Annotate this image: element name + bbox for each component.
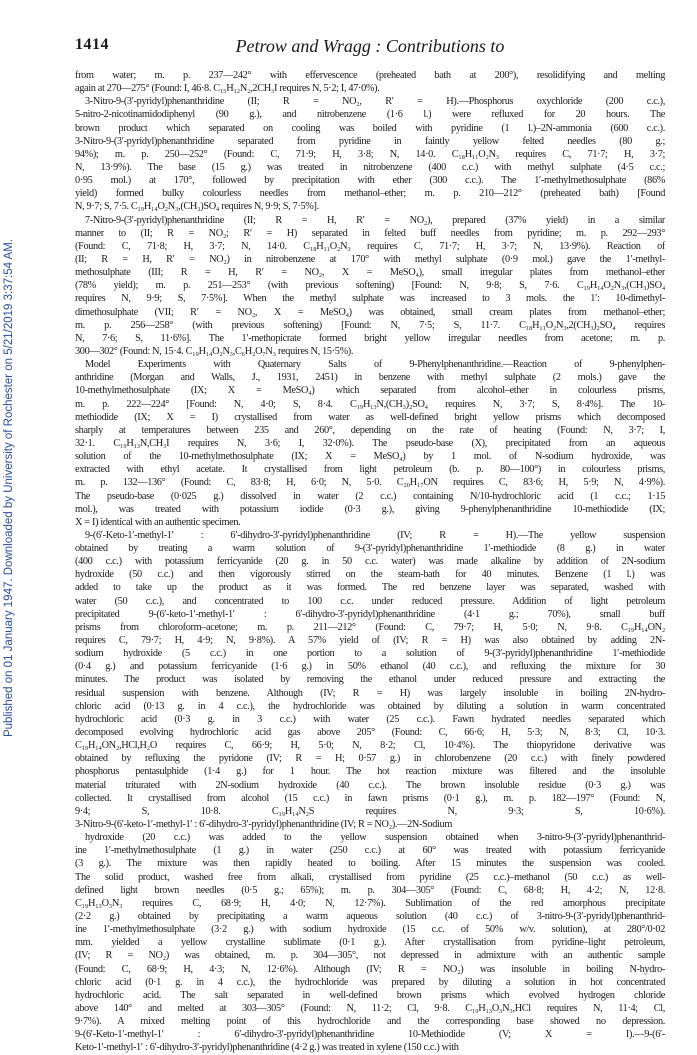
page-header [75,36,665,60]
text-line: 3-Nitro-9-(3′-pyridyl)phenanthridine (II; R = NO₂, R′ = H).—Phosphorus oxychloride (200 c.c.), [85,96,665,108]
text-line: 32·1. C₁₉H₁₃N,CH₃I requires N, 3·6; I, 32·0%). The pseudo-base (X), precipitated from an aqueous [75,437,665,449]
text-line: (400 c.c.) with potassium ferricyanide (20 g. in 50 c.c. water) was made alkaline by addition of 2N-sodium [75,556,665,568]
text-line: 3-Nitro-9-(3′-pyridyl)phenanthridine separated from pyridine in faintly yellow felted needles (80 g.; [75,135,665,147]
page-number: 1414 [75,36,109,53]
text-line: mm. yielded a yellow crystalline sublimate (0·1 g.). After crystallisation from pyridine–light petroleum, [75,937,665,949]
download-watermark [0,118,18,858]
text-line: 7-Nitro-9-(3′-pyridyl)phenanthridine (II; R = H, R′ = NO₂), prepared (37% yield) in a similar [85,214,665,226]
text-line: chloric acid (0·1 g. in 4 c.c.), the hydrochloride was prepared by diluting a solution in hot concentrated [75,976,665,988]
text-line: N, 7·6; S, 11·6%]. The 1′-methopicrate formed bright yellow irregular needles from acetone; m. p. [75,332,665,344]
text-line: (Found: C, 71·8; H, 3·7; N, 14·0. C₁₈H₁₁O₂N₃ requires C, 71·7; H, 3·7; N, 13·9%). Reaction of [75,240,665,252]
text-line: added to take up the product as it was formed. The red benzene layer was separated, washed with [75,582,665,594]
text-line: m. p. 256—258° (with previous softening) [Found: N, 7·5; S, 11·7. C₁₈H₁₁O₂N₃,2(CH₃)₂SO₄ requires [75,319,665,331]
text-line: chloric acid (0·13 g. in 4 c.c.), the hydrochloride was obtained by diluting a solution in warm concentrated [75,700,665,712]
text-line: N, 9·7; S, 7·5. C₁₉H₁₄O₂N₃,(CH₃)SO₄ requires N, 9·9; S, 7·5%]. [75,201,319,213]
text-line: decomposed evolving hydrochloric acid gas above 205° (Found: C, 66·6; H, 5·3; N, 8·3; Cl, 10·3. [75,727,665,739]
text-line: hydroxide (20 c.c.) was added to the yellow suspension obtained when 3-nitro-9-(3′-pyridyl)phenanthrid- [85,832,665,844]
text-line: m. p. 132—136° (Found: C, 83·8; H, 6·0; N, 5·0. C₂₀H₁₇ON requires C, 83·6; H, 5·9; N, 4·9%). [75,477,665,489]
text-line: The pseudo-base (0·025 g.) dissolved in water (2 c.c.) containing N/10-hydrochloric acid (1 c.c.; 1·15 [75,490,665,502]
text-line: 9-(6′-Keto-1′-methyl-1′ : 6′-dihydro-3′-pyridyl)phenanthridine (IV; R = H).—The yellow suspension [85,529,665,541]
text-line: yield) formed bulky colourless needles from methanol–ether; m. p. 210—212° (preheated bath) [Found [75,188,665,200]
text-line: 300—302° (Found: N, 15·4. C₁₉H₁₄O₂N₃,C₆H₂O₇N₃ requires N, 15·5%). [75,345,354,357]
text-line: extracted with ethyl acetate. It crystallised from light petroleum (b. p. 80—100°) in colourless prisms, [75,464,665,476]
text-line: 0·95 mol.) at 170°, followed by precipitation with ether (300 c.c.). The 1′-methylmethosulphate (86% [75,175,665,187]
text-line: ine 1′-methylmethosulphate (1 g.) in water (250 c.c.) at 60° was treated with potassium ferricyanide [75,845,665,857]
text-line: again at 270—275° (Found: I, 46·8. C₁₅H₁₂N₂,2CH₃I requires N, 5·2; I, 47·0%). [75,83,380,95]
text-line: C₁₉H₁₃O₃N₃ requires C, 68·9; H, 4·0; N, 12·7%). Sublimation of the red amorphous precipitate [75,897,665,909]
text-line: minutes. The product was isolated by removing the ethanol under reduced pressure and extracting the [75,674,665,686]
text-line: hydroxide (50 c.c.) and then vigorously stirred on the steam-bath for 40 minutes. Benzene (1 l.) was [75,569,665,581]
text-line: The solid product, washed free from alkali, crystallised from pyridine (25 c.c.)–methanol (50 c.c.) as well- [75,871,665,883]
text-line: phosphorus pentasulphide (1·4 g.) for 1 hour. The hot reaction mixture was filtered and the insoluble [75,766,665,778]
text-line: mol.), was treated with potassium iodide (0·3 g.), giving 9-phenylphenanthridine 10-methiodide (IX; [75,503,665,515]
text-line: sharply at temperatures between 235 and 260°, depending on the rate of heating (Found: N, 3·7; I, [75,424,665,436]
text-line: sodium hydroxide (5 c.c.) in one portion to a solution of 9-(3′-pyridyl)phenanthridine 1′-methiodide [75,648,665,660]
text-line: manner to (II; R = NO₂; R′ = H) separated in felted buff needles from pyridine; m. p. 292—293° [75,227,665,239]
text-line: hydrochloric acid (0·3 g. in 3 c.c.) with water (25 c.c.). Fawn hydrated needles separated which [75,713,665,725]
text-line: 9·7%). A mixed melting point of this hydrochloride and the corresponding base showed no depression. [75,1016,665,1028]
text-line: obtained by treating a warm solution of 9-(3′-pyridyl)phenanthridine 1′-methiodide (8 g.) in water [75,543,665,555]
text-line: water (50 c.c.), and concentrated to 100 c.c. under reduced pressure. Addition of light petroleum [75,595,665,607]
text-line: anthridine (Morgan and Walls, J., 1931, 2451) in benzene with methyl sulphate (2 mols.) gave the [75,372,665,384]
text-line: N, 13·9%). The base (15 g.) was treated in nitrobenzene (400 c.c.) with methyl sulphate (4·5 c.c.; [75,161,665,173]
text-line: solution of the 10-methylmethosulphate (IX; X = MeSO₄) by 1 mol. of N-sodium hydroxide, was [75,451,665,463]
text-line: dimethosulphate (VII; R′ = NO₂, X = MeSO₄) was obtained, small cream plates from methanol–ether; [75,306,665,318]
text-line: C₁₉H₁₄ON₂,HCl,H₂O requires C, 66·9; H, 5·0; N, 8·2; Cl, 10·4%). The thiopyridone derivative was [75,740,665,752]
text-line: from water; m. p. 237—242° with effervescence (preheated bath at 200°), resolidifying and melting [75,70,665,81]
text-line: methosulphate (III; R = H, R′ = NO₂, X = MeSO₄), small irregular plates from methanol–ether [75,267,665,279]
text-line: m. p. 222—224° [Found: N, 4·0; S, 8·4. C₁₉H₁₃N,(CH₃)₂SO₄ requires N, 3·7; S, 8·4%]. The 10- [75,398,665,410]
text-line: Keto-1′-methyl-1′ : 6′-dihydro-3′-pyridyl)phenanthridine (4·2 g.) was treated in xylene (150 c.c.) with [75,1042,459,1054]
text-line: collected. It crystallised from alcohol (15 c.c.) in fawn prisms (0·1 g.), m. p. 182—197° (Found: N, [75,792,665,804]
text-line: 5-nitro-2-nicotinamidodiphenyl (90 g.), and nitrobenzene (1·6 l.) were refluxed for 20 hours. The [75,109,665,121]
text-line: ine 1′-methylmethosulphate (3·2 g.) with sodium hydroxide (15 c.c. of 50% w/v. solution), at 280°/0·02 [75,924,665,936]
text-line: (0·4 g.) and potassium ferricyanide (1·6 g.) in 50% ethanol (40 c.c.), and refluxing the mixture for 30 [75,661,665,673]
text-line: prisms from chloroform–acetone; m. p. 211—212° (Found: C, 79·7; H, 5·0; N, 9·8. C₁₉H₁₄ON₂ [75,621,665,633]
text-line: precipitated 9-(6′-keto-1′-methyl-1′ : 6′-dihydro-3′-pyridyl)phenanthridine (4·1 g.; 70%), small buff [75,608,665,620]
text-line: methiodide (IX; X = I) crystallised from water as well-defined bright yellow prisms which decomposed [75,411,665,423]
text-line: requires C, 79·7; H, 4·9; N, 9·8%). A 57% yield of (IV; R = H) was also obtained by adding 2N- [75,635,665,647]
text-line: X = I) identical with an authentic specimen. [75,516,241,528]
text-line: Model Experiments with Quaternary Salts of 9-Phenylphenanthridine.—Reaction of 9-phenylphen- [85,359,665,371]
article-body [75,69,665,1055]
text-line: (2·2 g.) obtained by precipitating a warm aqueous solution (40 c.c.) of 3-nitro-9-(3′-pyridyl)phenanthrid- [75,911,665,922]
text-line: (II; R = H, R′ = NO₂) in nitrobenzene at 170° with methyl sulphate (0·9 mol.) gave the 1′-methyl- [75,253,665,265]
running-title: Petrow and Wragg : Contributions to [235,36,505,56]
text-line: above 140° and melted at 303—305° (Found: N, 11·2; Cl, 9·8. C₁₉H₁₃O₃N₃,HCl requires N, 11·4; Cl, [75,1002,665,1014]
text-line: material triturated with 2N-sodium hydroxide (40 c.c.). The brown insoluble residue (0·3 g.) was [75,779,665,791]
text-line: requires N, 9·9; S, 7·5%]. When the methyl sulphate was increased to 3 mols. the 1′: 10-dimethyl- [75,293,665,305]
text-line: defined light brown needles (0·5 g.; 65%); m. p. 304—305° (Found: C, 68·8; H, 4·2; N, 12·8. [75,884,665,896]
text-line: (78% yield); m. p. 251—253° (with previous softening) [Found: N, 9·8; S, 7·6. C₁₉H₁₄O₂N₃,(CH₃)SO₄ [75,280,665,292]
text-line: 10-methylmethosulphate (IX; X = MeSO₄) which separated from alcohol–ether in colourless prisms, [75,385,665,397]
text-line: 9·4; S, 10·8. C₁₉H₁₄N₂S requires N, 9·3; S, 10·6%). [75,805,665,817]
download-notice-link[interactable]: Published on 01 January 1947. Downloaded by University of Rochester on 5/21/2019 3:37:54 AM. [3,238,15,738]
text-line: 3-Nitro-9-(6′-keto-1′-methyl-1′ : 6′-dihydro-3′-pyridyl)phenanthridine (IV; R = NO₂).—2N-Sodium [75,819,452,831]
text-line: (Found: C, 68·9; H, 4·3; N, 12·6%). Although (IV; R = NO₂) was insoluble in boiling N-hydro- [75,963,665,975]
text-line: 94%); m. p. 250—252° (Found: C, 71·9; H, 3·8; N, 14·0. C₁₈H₁₁O₂N₃ requires C, 71·7; H, 3·7; [75,148,665,160]
text-line: obtained by refluxing the pyridone (IV; R = H; 0·57 g.) in chlorobenzene (20 c.c.) with finely powdered [75,753,665,765]
text-line: (IV; R = NO₂) was obtained, m. p. 304—305°, not depressed in admixture with an authentic sample [75,950,665,962]
text-line: brown product which separated on cooling was boiled with pyridine (1 l.)–2N-ammonia (600 c.c.). [75,122,665,134]
text-line: (3 g.). The mixture was then rapidly heated to boiling. After 15 minutes the suspension was cooled. [75,858,665,870]
text-line: hydrochloric acid. The salt separated in well-defined brown prisms which evolved hydrogen chloride [75,989,665,1001]
text-line: residual suspension with benzene. Although (IV; R = H) was largely insoluble in boiling 2N-hydro- [75,687,665,699]
text-line: 9-(6′-Keto-1′-methyl-1′ : 6′-dihydro-3′-pyridyl)phenanthridine 10-Methiodide (V; X = I).—9-(6′- [75,1029,665,1041]
